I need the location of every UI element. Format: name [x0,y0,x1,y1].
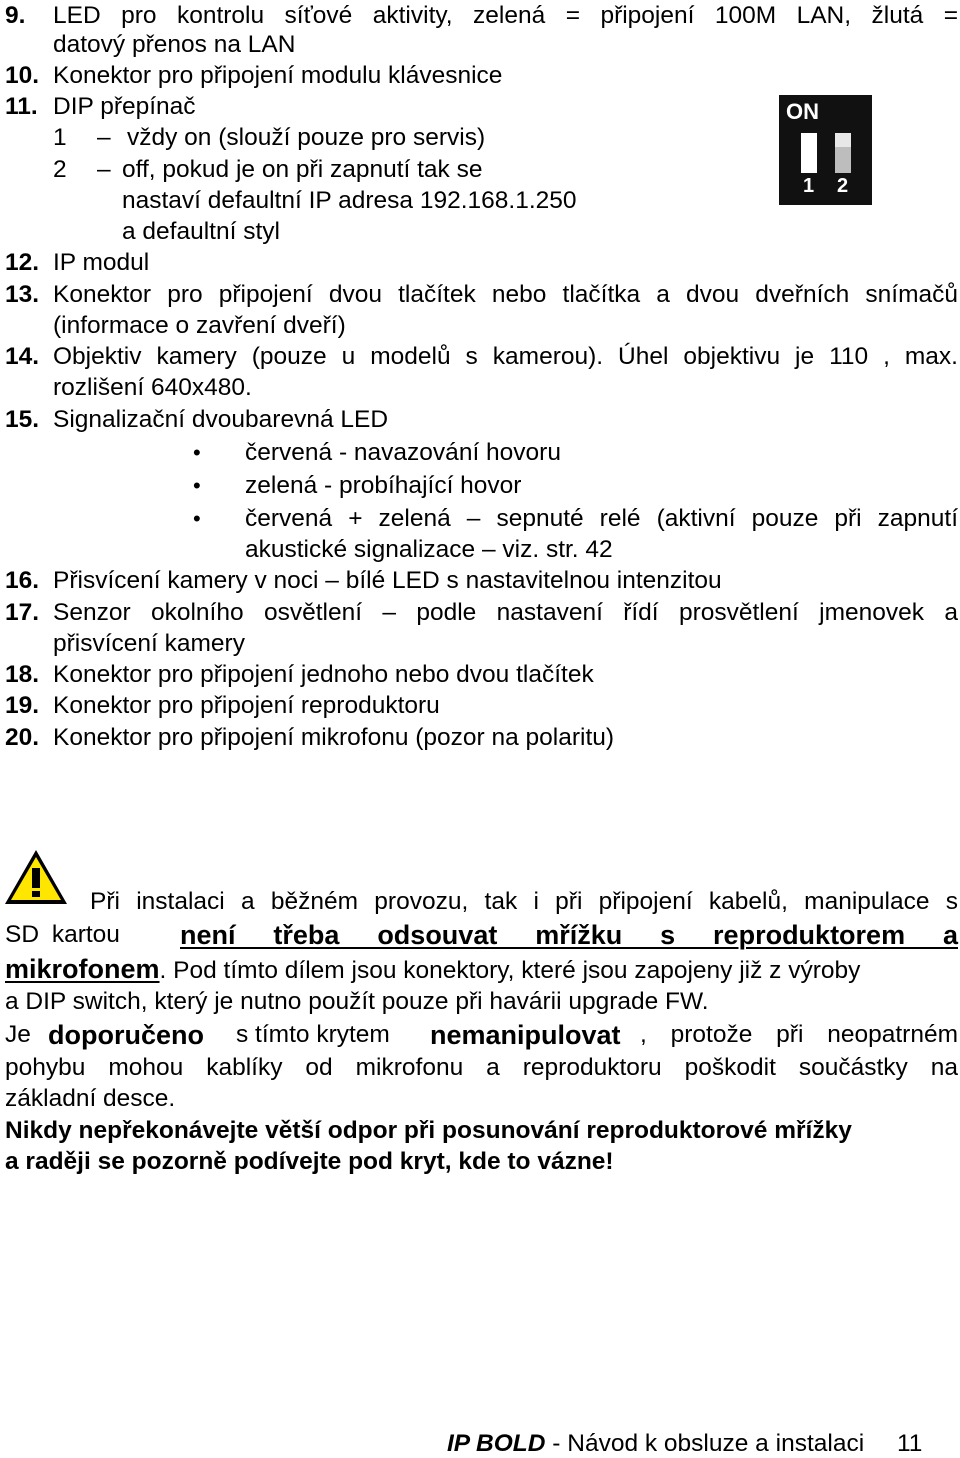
item-number: 12. [5,249,40,276]
warning-bold-text: a raději se pozorně podívejte pod kryt, kde to vázne! [5,1148,614,1175]
page-footer [447,1430,922,1458]
item-text: Konektor pro připojení reproduktoru [53,692,440,719]
dip-switch-1-knob [801,133,817,147]
dip-on-label: ON [786,99,819,124]
bullet-text: červená - navazování hovoru [245,439,561,466]
warning-text: Je [5,1021,31,1048]
warning-text: základní desce. [5,1085,176,1112]
warning-emphasis: nemanipulovat [430,1020,621,1050]
item-number: 18. [5,661,40,688]
sub-text: a defaultní styl [122,218,280,245]
item-number: 17. [5,599,40,626]
warning-text: a DIP switch, který je nutno použít pouze při havárii upgrade FW. [5,988,709,1015]
dip-switch-2-knob [835,133,851,147]
warning-text: s tímto krytem [236,1021,390,1048]
bullet-icon: • [193,440,201,465]
sub-text: off, pokud je on při zapnutí tak se [122,156,483,183]
sub-number: 1 [53,124,67,151]
bullet-text: červená + zelená – sepnuté relé (aktivní pouze při zapnutí [245,505,958,532]
bullet-icon: • [193,473,201,498]
item-text: DIP přepínač [53,93,196,120]
item-text: Signalizační dvoubarevná LED [53,406,389,433]
warning-text: pohybu mohou kablíky od mikrofonu a reproduktoru poškodit součástky na [5,1054,958,1081]
warning-text: SD kartou [5,921,120,948]
bullet-text: zelená - probíhající hovor [245,472,522,499]
sub-number: 2 [53,156,67,183]
item-text: přisvícení kamery [53,630,245,657]
warning-bold-text: Nikdy nepřekonávejte větší odpor při posunování reproduktorové mřížky [5,1117,852,1144]
item-text: Konektor pro připojení mikrofonu (pozor na polaritu) [53,724,615,751]
warning-emphasis: není třeba odsouvat mřížku s reproduktorem a [180,920,958,950]
item-text: rozlišení 640x480. [53,374,252,401]
sub-text: nastaví defaultní IP adresa 192.168.1.250 [122,187,577,214]
dash: – [97,124,111,151]
item-number: 19. [5,692,40,719]
footer-separator: - [545,1430,568,1457]
item-text: (informace o zavření dveří) [53,312,346,339]
item-text: LED pro kontrolu síťové aktivity, zelená = připojení 100M LAN, žlutá = [53,2,958,29]
item-text: Objektiv kamery (pouze u modelů s kamerou). Úhel objektivu je 110 , max. [53,343,958,370]
warning-text: . Pod tímto dílem jsou konektory, které jsou zapojeny již z výroby [159,957,861,984]
item-number: 11. [5,93,38,120]
item-number: 14. [5,343,40,370]
footer-title: Návod k obsluze a instalaci [567,1430,865,1457]
footer-brand: IP BOLD [447,1430,546,1457]
item-text: Konektor pro připojení jednoho nebo dvou tlačítek [53,661,594,688]
warning-triangle-icon [3,848,69,906]
warning-text-row [5,953,958,987]
warning-text: Při instalaci a běžném provozu, tak i při připojení kabelů, manipulace s [90,888,958,915]
bullet-icon: • [193,506,201,531]
dip-number-1: 1 [803,175,815,197]
page-number: 11 [896,1430,923,1457]
item-number: 13. [5,281,40,308]
dash: – [97,156,111,183]
warning-emphasis: mikrofonem [5,954,160,984]
sub-text: vždy on (slouží pouze pro servis) [127,124,486,151]
warning-emphasis: doporučeno [48,1020,204,1050]
item-number: 10. [5,62,40,89]
item-number: 16. [5,567,40,594]
warning-text: , protože při neopatrném [640,1021,958,1048]
item-text: Přisvícení kamery v noci – bílé LED s nastavitelnou intenzitou [53,567,722,594]
dip-number-2: 2 [837,175,849,197]
item-number: 15. [5,406,40,433]
item-number: 20. [5,724,40,751]
item-text: IP modul [53,249,150,276]
dip-switch-image [779,95,872,205]
bullet-text: akustické signalizace – viz. str. 42 [245,536,613,563]
item-text: datový přenos na LAN [53,31,296,58]
item-text: Senzor okolního osvětlení – podle nastavení řídí prosvětlení jmenovek a [53,599,958,626]
item-number: 9. [5,2,26,29]
item-text: Konektor pro připojení modulu klávesnice [53,62,503,89]
item-text: Konektor pro připojení dvou tlačítek nebo tlačítka a dvou dveřních snímačů [53,281,958,308]
